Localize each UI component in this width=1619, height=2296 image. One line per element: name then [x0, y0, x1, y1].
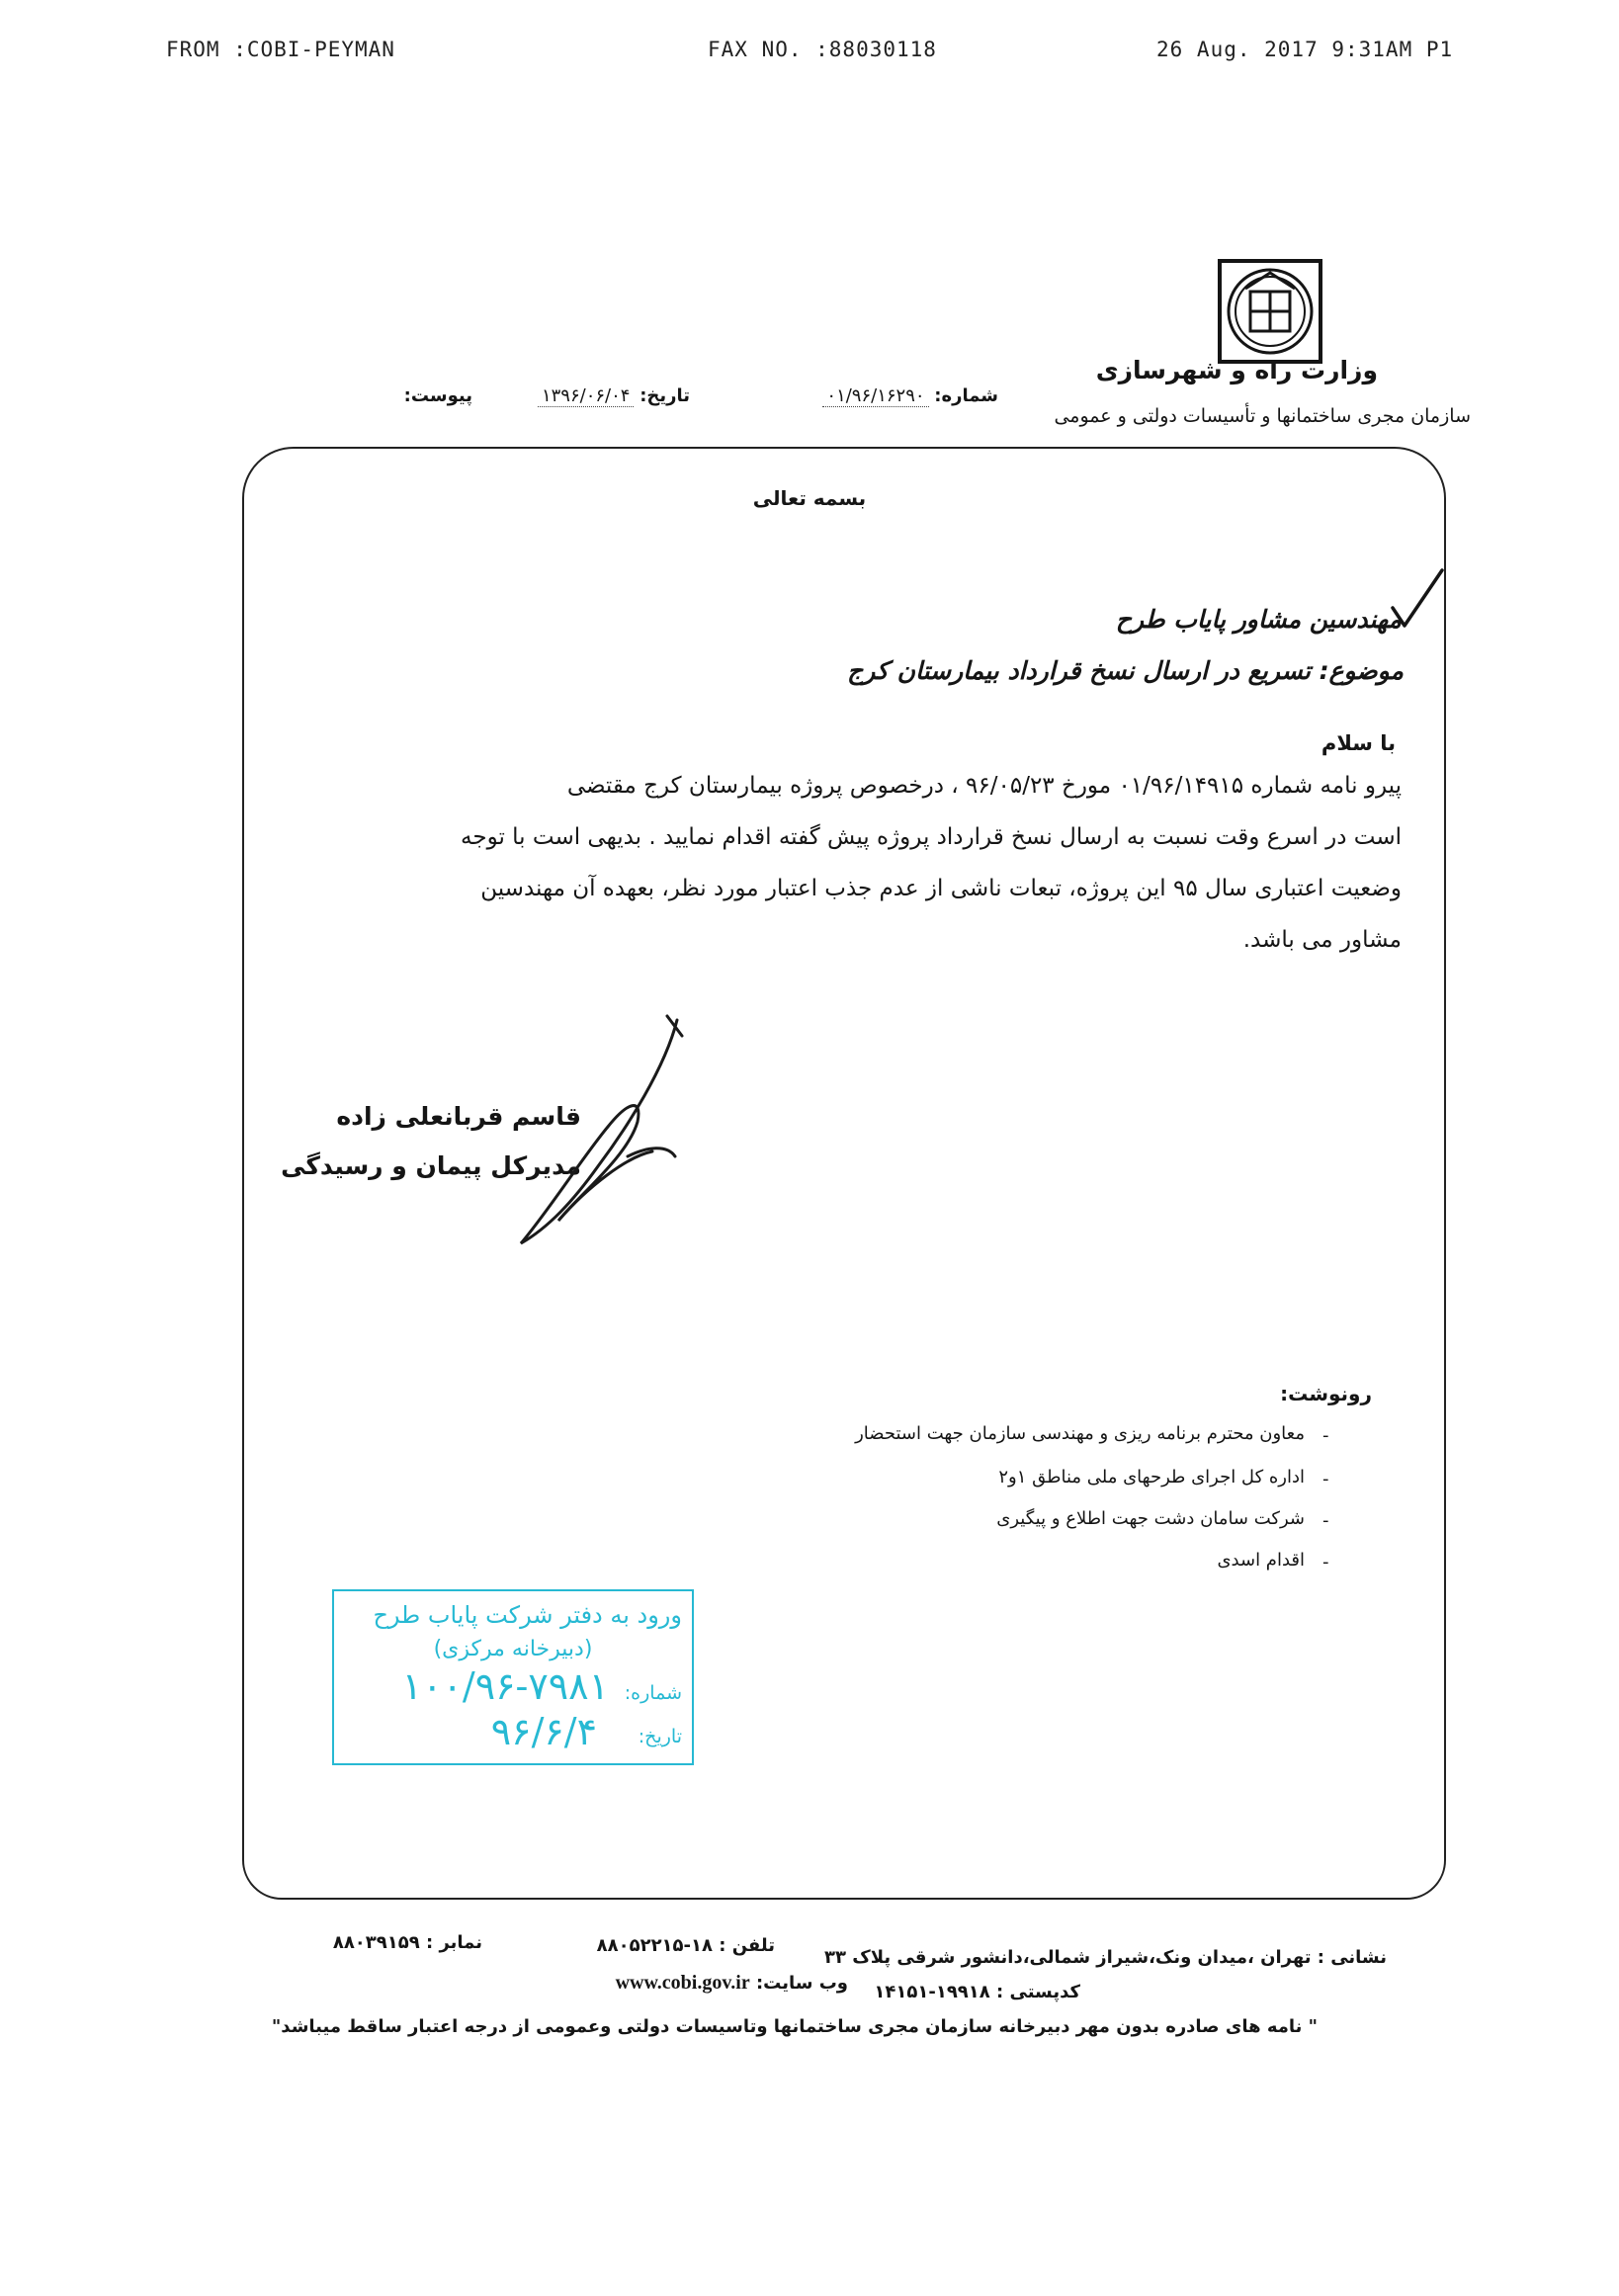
footer-website-label: وب سایت: — [755, 1973, 848, 1994]
cc-bullet: - — [1322, 1425, 1329, 1446]
cc-bullet: - — [1322, 1510, 1329, 1531]
footer-website-link[interactable]: www.cobi.gov.ir — [615, 1972, 750, 1994]
cc-bullet: - — [1322, 1469, 1329, 1489]
signer-title: مدیرکل پیمان و رسیدگی — [281, 1151, 581, 1180]
footer-website — [616, 1972, 848, 1995]
recipient: مهندسین مشاور پایاب طرح — [1115, 605, 1402, 634]
cc-bullet: - — [1322, 1552, 1329, 1573]
cc-title: رونوشت: — [1280, 1382, 1372, 1405]
footer-address: نشانی : تهران ،میدان ونک،شیراز شمالی،دانشور شرقی پلاک ۳۳ — [824, 1947, 1387, 1968]
body-line: وضعیت اعتباری سال ۹۵ این پروژه، تبعات ناشی از عدم جذب اعتبار مورد نظر، بعهده آن مهندسین — [480, 876, 1402, 901]
received-stamp — [332, 1589, 694, 1765]
footer-phone: تلفن : ۱۸-۸۸۰۵۲۲۱۵ — [596, 1935, 775, 1956]
stamp-subtitle: (دبیرخانه مرکزی) — [433, 1637, 593, 1661]
ministry-logo-icon — [1218, 259, 1322, 364]
attachment-label: پیوست: — [403, 385, 472, 406]
cc-item: اداره کل اجرای طرحهای ملی مناطق ۱و۲ — [998, 1467, 1305, 1488]
signer-name: قاسم قربانعلی زاده — [336, 1102, 581, 1131]
letter-number-label: شماره: — [934, 385, 998, 406]
subject: موضوع: تسریع در ارسال نسخ قرارداد بیمارستان کرج — [847, 656, 1404, 685]
letter-number-value: ۰۱/۹۶/۱۶۲۹۰ — [822, 385, 928, 407]
footer-fax: نمابر : ۸۸۰۳۹۱۵۹ — [332, 1932, 482, 1953]
letter-date-value: ۱۳۹۶/۰۶/۰۴ — [538, 385, 634, 407]
stamp-date-label: تاریخ: — [638, 1726, 682, 1747]
fax-timestamp: 26 Aug. 2017 9:31AM P1 — [1156, 38, 1454, 61]
handwritten-signature — [479, 1008, 717, 1255]
bismillah: بسمه تعالی — [752, 486, 867, 510]
cc-item: شرکت سامان دشت جهت اطلاع و پیگیری — [996, 1508, 1305, 1529]
stamp-title: ورود به دفتر شرکت پایاب طرح — [373, 1601, 682, 1629]
fax-from: FROM :COBI-PEYMAN — [166, 38, 395, 61]
ministry-name: وزارت راه و شهرسازی — [1095, 356, 1378, 384]
footer-note: " نامه های صادره بدون مهر دبیرخانه سازمان مجری ساختمانها وتاسیسات دولتی وعمومی از درجه اعتبار ساقط میباشد" — [271, 2016, 1319, 2037]
stamp-number-label: شماره: — [624, 1682, 682, 1704]
letter-date-label: تاریخ: — [639, 385, 690, 406]
stamp-date-value: ۹۶/۶/۴ — [490, 1710, 597, 1753]
stamp-number-value: ۱۰۰/۹۶-۷۹۸۱ — [401, 1664, 609, 1708]
body-line: پیرو نامه شماره ۰۱/۹۶/۱۴۹۱۵ مورخ ۹۶/۰۵/۲۳ ، درخصوص پروژه بیمارستان کرج مقتضی — [566, 773, 1402, 799]
cc-item: معاون محترم برنامه ریزی و مهندسی سازمان جهت استحضار — [855, 1423, 1305, 1444]
fax-number: FAX NO. :88030118 — [708, 38, 937, 61]
greeting: با سلام — [1321, 731, 1396, 755]
letter-number — [822, 385, 998, 407]
body-line: مشاور می باشد. — [1242, 927, 1402, 953]
organization-name: سازمان مجری ساختمانها و تأسیسات دولتی و عمومی — [1054, 405, 1471, 427]
footer-postal-code: کدپستی : ۱۹۹۱۸-۱۴۱۵۱ — [874, 1982, 1080, 2002]
cc-item: اقدام اسدی — [1217, 1550, 1305, 1571]
body-line: است در اسرع وقت نسبت به ارسال نسخ قرارداد پروژه پیش گفته اقدام نمایید . بدیهی است با توجه — [461, 824, 1402, 850]
letter-date — [538, 385, 690, 407]
